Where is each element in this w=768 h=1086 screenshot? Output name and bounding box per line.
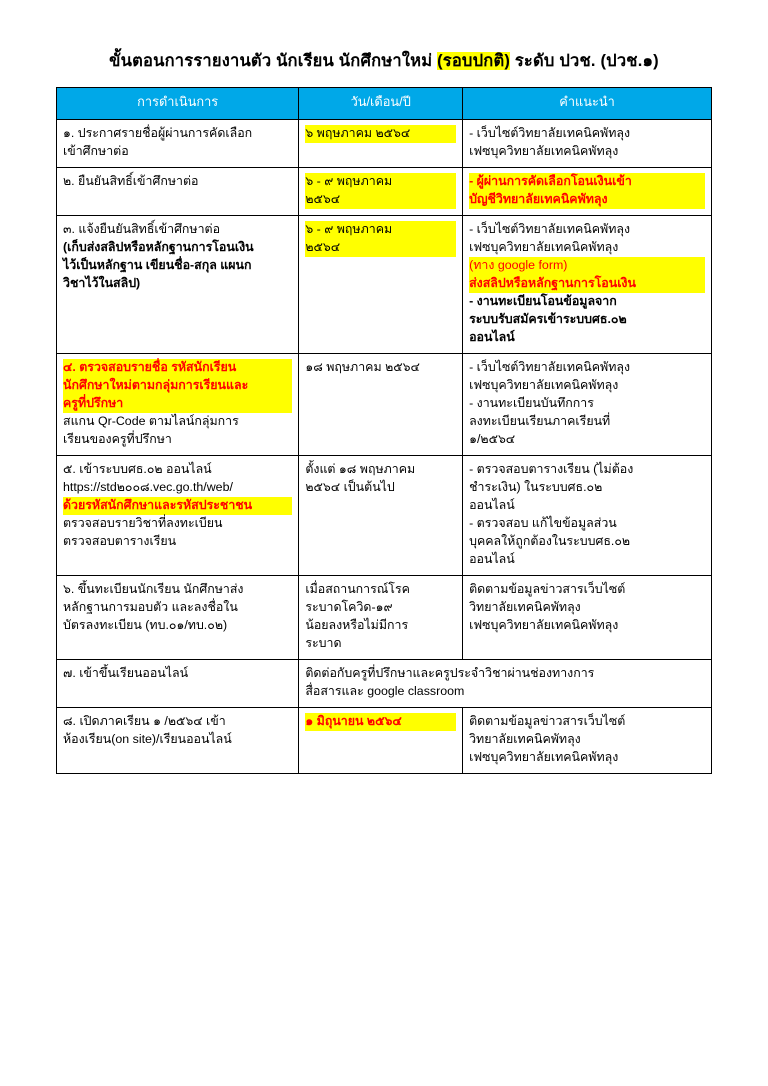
action-line: บัตรลงทะเบียน (ทบ.๐๑/ทบ.๐๒) — [63, 617, 228, 632]
advice-line: วิทยาลัยเทคนิคพัทลุง — [469, 731, 581, 746]
cell-action — [57, 659, 299, 707]
date-line: ๖ - ๙ พฤษภาคม — [305, 173, 456, 191]
advice-line: (ทาง google form) — [469, 257, 705, 275]
advice-line: ลงทะเบียนเรียนภาคเรียนที่ — [469, 413, 611, 428]
action-line: สแกน Qr-Code ตามไลน์กลุ่มการ — [63, 413, 239, 428]
advice-line: - งานทะเบียนโอนข้อมูลจาก — [469, 293, 617, 308]
action-line: ๑. ประกาศรายชื่อผู้ผ่านการคัดเลือก — [63, 126, 253, 141]
date-line: ติดต่อกับครูที่ปรึกษาและครูประจำวิชาผ่านช่องทางการ — [305, 665, 595, 680]
action-line: ๖. ขึ้นทะเบียนนักเรียน นักศึกษาส่ง — [63, 581, 244, 596]
advice-line: วิทยาลัยเทคนิคพัทลุง — [469, 599, 581, 614]
cell-date — [299, 216, 463, 354]
date-line: ๒๕๖๔ เป็นต้นไป — [305, 479, 395, 494]
column-header-date: วัน/เดือน/ปี — [299, 88, 463, 120]
action-line: ตรวจสอบตารางเรียน — [63, 533, 177, 548]
advice-line: - ผู้ผ่านการคัดเลือกโอนเงินเข้า — [469, 173, 705, 191]
advice-line: ติดตามข้อมูลข่าวสารเว็บไซต์ — [469, 713, 626, 728]
cell-advice — [463, 216, 712, 354]
action-line: ครูที่ปรึกษา — [63, 395, 292, 413]
action-line: ๓. แจ้งยืนยันสิทธิ์เข้าศึกษาต่อ — [63, 222, 221, 237]
cell-action — [57, 707, 299, 773]
advice-line: - เว็บไซต์วิทยาลัยเทคนิคพัทลุง — [469, 126, 631, 141]
table-row — [57, 455, 712, 575]
action-line: วิชาไว้ในสลิป) — [63, 275, 141, 290]
table-row — [57, 353, 712, 455]
action-line: นักศึกษาใหม่ตามกลุ่มการเรียนและ — [63, 377, 292, 395]
date-line: ระบาด — [305, 635, 342, 650]
date-line: สื่อสารและ google classroom — [305, 683, 465, 698]
cell-action — [57, 455, 299, 575]
date-line: ๖ พฤษภาคม ๒๕๖๔ — [305, 125, 456, 143]
advice-line: ๑/๒๕๖๔ — [469, 431, 516, 446]
column-header-advice: คำแนะนำ — [463, 88, 712, 120]
cell-action — [57, 216, 299, 354]
date-line: เมื่อสถานการณ์โรค — [305, 581, 410, 596]
advice-line: เฟซบุควิทยาลัยเทคนิคพัทลุง — [469, 749, 619, 764]
date-line: ๑ มิถุนายน ๒๕๖๔ — [305, 713, 456, 731]
table-row — [57, 659, 712, 707]
cell-date — [299, 455, 463, 575]
advice-line: บัญชีวิทยาลัยเทคนิคพัทลุง — [469, 191, 705, 209]
cell-date — [299, 168, 463, 216]
advice-line: - ตรวจสอบ แก้ไขข้อมูลส่วน — [469, 515, 617, 530]
advice-line: ติดตามข้อมูลข่าวสารเว็บไซต์ — [469, 581, 626, 596]
cell-action — [57, 353, 299, 455]
cell-action — [57, 168, 299, 216]
action-line: เข้าศึกษาต่อ — [63, 144, 129, 159]
action-line: ๗. เข้าขึ้นเรียนออนไลน์ — [63, 665, 189, 680]
table-row — [57, 120, 712, 168]
action-line: ๘. เปิดภาคเรียน ๑ /๒๕๖๔ เข้า — [63, 713, 226, 728]
date-line: ๑๘ พฤษภาคม ๒๕๖๔ — [305, 359, 420, 374]
cell-advice — [463, 707, 712, 773]
cell-advice — [463, 353, 712, 455]
page-title-after: ระดับ ปวช. (ปวช.๑) — [510, 52, 659, 70]
action-line: ห้องเรียน(on site)/เรียนออนไลน์ — [63, 731, 232, 746]
advice-line: ส่งสลิปหรือหลักฐานการโอนเงิน — [469, 275, 705, 293]
cell-date-advice-merged — [299, 659, 712, 707]
date-line: ระบาดโควิด-๑๙ — [305, 599, 393, 614]
advice-line: - เว็บไซต์วิทยาลัยเทคนิคพัทลุง — [469, 222, 631, 237]
advice-line: เฟซบุควิทยาลัยเทคนิคพัทลุง — [469, 377, 619, 392]
advice-line: เฟซบุควิทยาลัยเทคนิคพัทลุง — [469, 144, 619, 159]
action-line: ด้วยรหัสนักศึกษาและรหัสประชาชน — [63, 497, 292, 515]
action-line: (เก็บส่งสลิปหรือหลักฐานการโอนเงิน — [63, 240, 254, 255]
action-line: เรียนของครูที่ปรึกษา — [63, 431, 172, 446]
page-title-before: ขั้นตอนการรายงานตัว นักเรียน นักศึกษาใหม่ — [109, 52, 438, 70]
advice-line: - เว็บไซต์วิทยาลัยเทคนิคพัทลุง — [469, 359, 631, 374]
table-row — [57, 575, 712, 659]
column-header-action: การดำเนินการ — [57, 88, 299, 120]
cell-date — [299, 120, 463, 168]
advice-line: ออนไลน์ — [469, 329, 515, 344]
advice-line: เฟซบุควิทยาลัยเทคนิคพัทลุง — [469, 240, 619, 255]
cell-date — [299, 707, 463, 773]
action-line: ตรวจสอบรายวิชาที่ลงทะเบียน — [63, 515, 223, 530]
cell-date — [299, 353, 463, 455]
date-line: น้อยลงหรือไม่มีการ — [305, 617, 409, 632]
cell-advice — [463, 455, 712, 575]
table-header-row — [57, 88, 712, 120]
date-line: ๖ - ๙ พฤษภาคม — [305, 221, 456, 239]
advice-line: ออนไลน์ — [469, 497, 515, 512]
cell-advice — [463, 120, 712, 168]
cell-advice — [463, 168, 712, 216]
cell-action — [57, 120, 299, 168]
advice-line: บุคคลให้ถูกต้องในระบบศธ.๐๒ — [469, 533, 631, 548]
action-line: ไว้เป็นหลักฐาน เขียนชื่อ-สกุล แผนก — [63, 258, 252, 272]
cell-action — [57, 575, 299, 659]
action-line: ๔. ตรวจสอบรายชื่อ รหัสนักเรียน — [63, 359, 292, 377]
cell-advice — [463, 575, 712, 659]
advice-line: - ตรวจสอบตารางเรียน (ไม่ต้อง — [469, 461, 634, 476]
action-line: หลักฐานการมอบตัว และลงชื่อใน — [63, 599, 238, 614]
action-line: ๕. เข้าระบบศธ.๐๒ ออนไลน์ — [63, 461, 212, 476]
action-line: ๒. ยืนยันสิทธิ์เข้าศึกษาต่อ — [63, 174, 199, 189]
advice-line: ชำระเงิน) ในระบบศธ.๐๒ — [469, 479, 603, 494]
table-row — [57, 216, 712, 354]
advice-line: - งานทะเบียนบันทึกการ — [469, 395, 594, 410]
table-row — [57, 168, 712, 216]
steps-table — [56, 87, 712, 774]
cell-date — [299, 575, 463, 659]
page-title — [56, 50, 712, 73]
date-line: ๒๕๖๔ — [305, 191, 456, 209]
page-title-highlight: (รอบปกติ) — [437, 52, 511, 70]
advice-line: เฟซบุควิทยาลัยเทคนิคพัทลุง — [469, 617, 619, 632]
table-row — [57, 707, 712, 773]
date-line: ตั้งแต่ ๑๘ พฤษภาคม — [305, 461, 416, 476]
date-line: ๒๕๖๔ — [305, 239, 456, 257]
action-link[interactable]: https://std๒๐๐๘.vec.go.th/web/ — [63, 479, 233, 494]
advice-line: ระบบรับสมัครเข้าระบบศธ.๐๒ — [469, 311, 627, 326]
advice-line: ออนไลน์ — [469, 551, 515, 566]
